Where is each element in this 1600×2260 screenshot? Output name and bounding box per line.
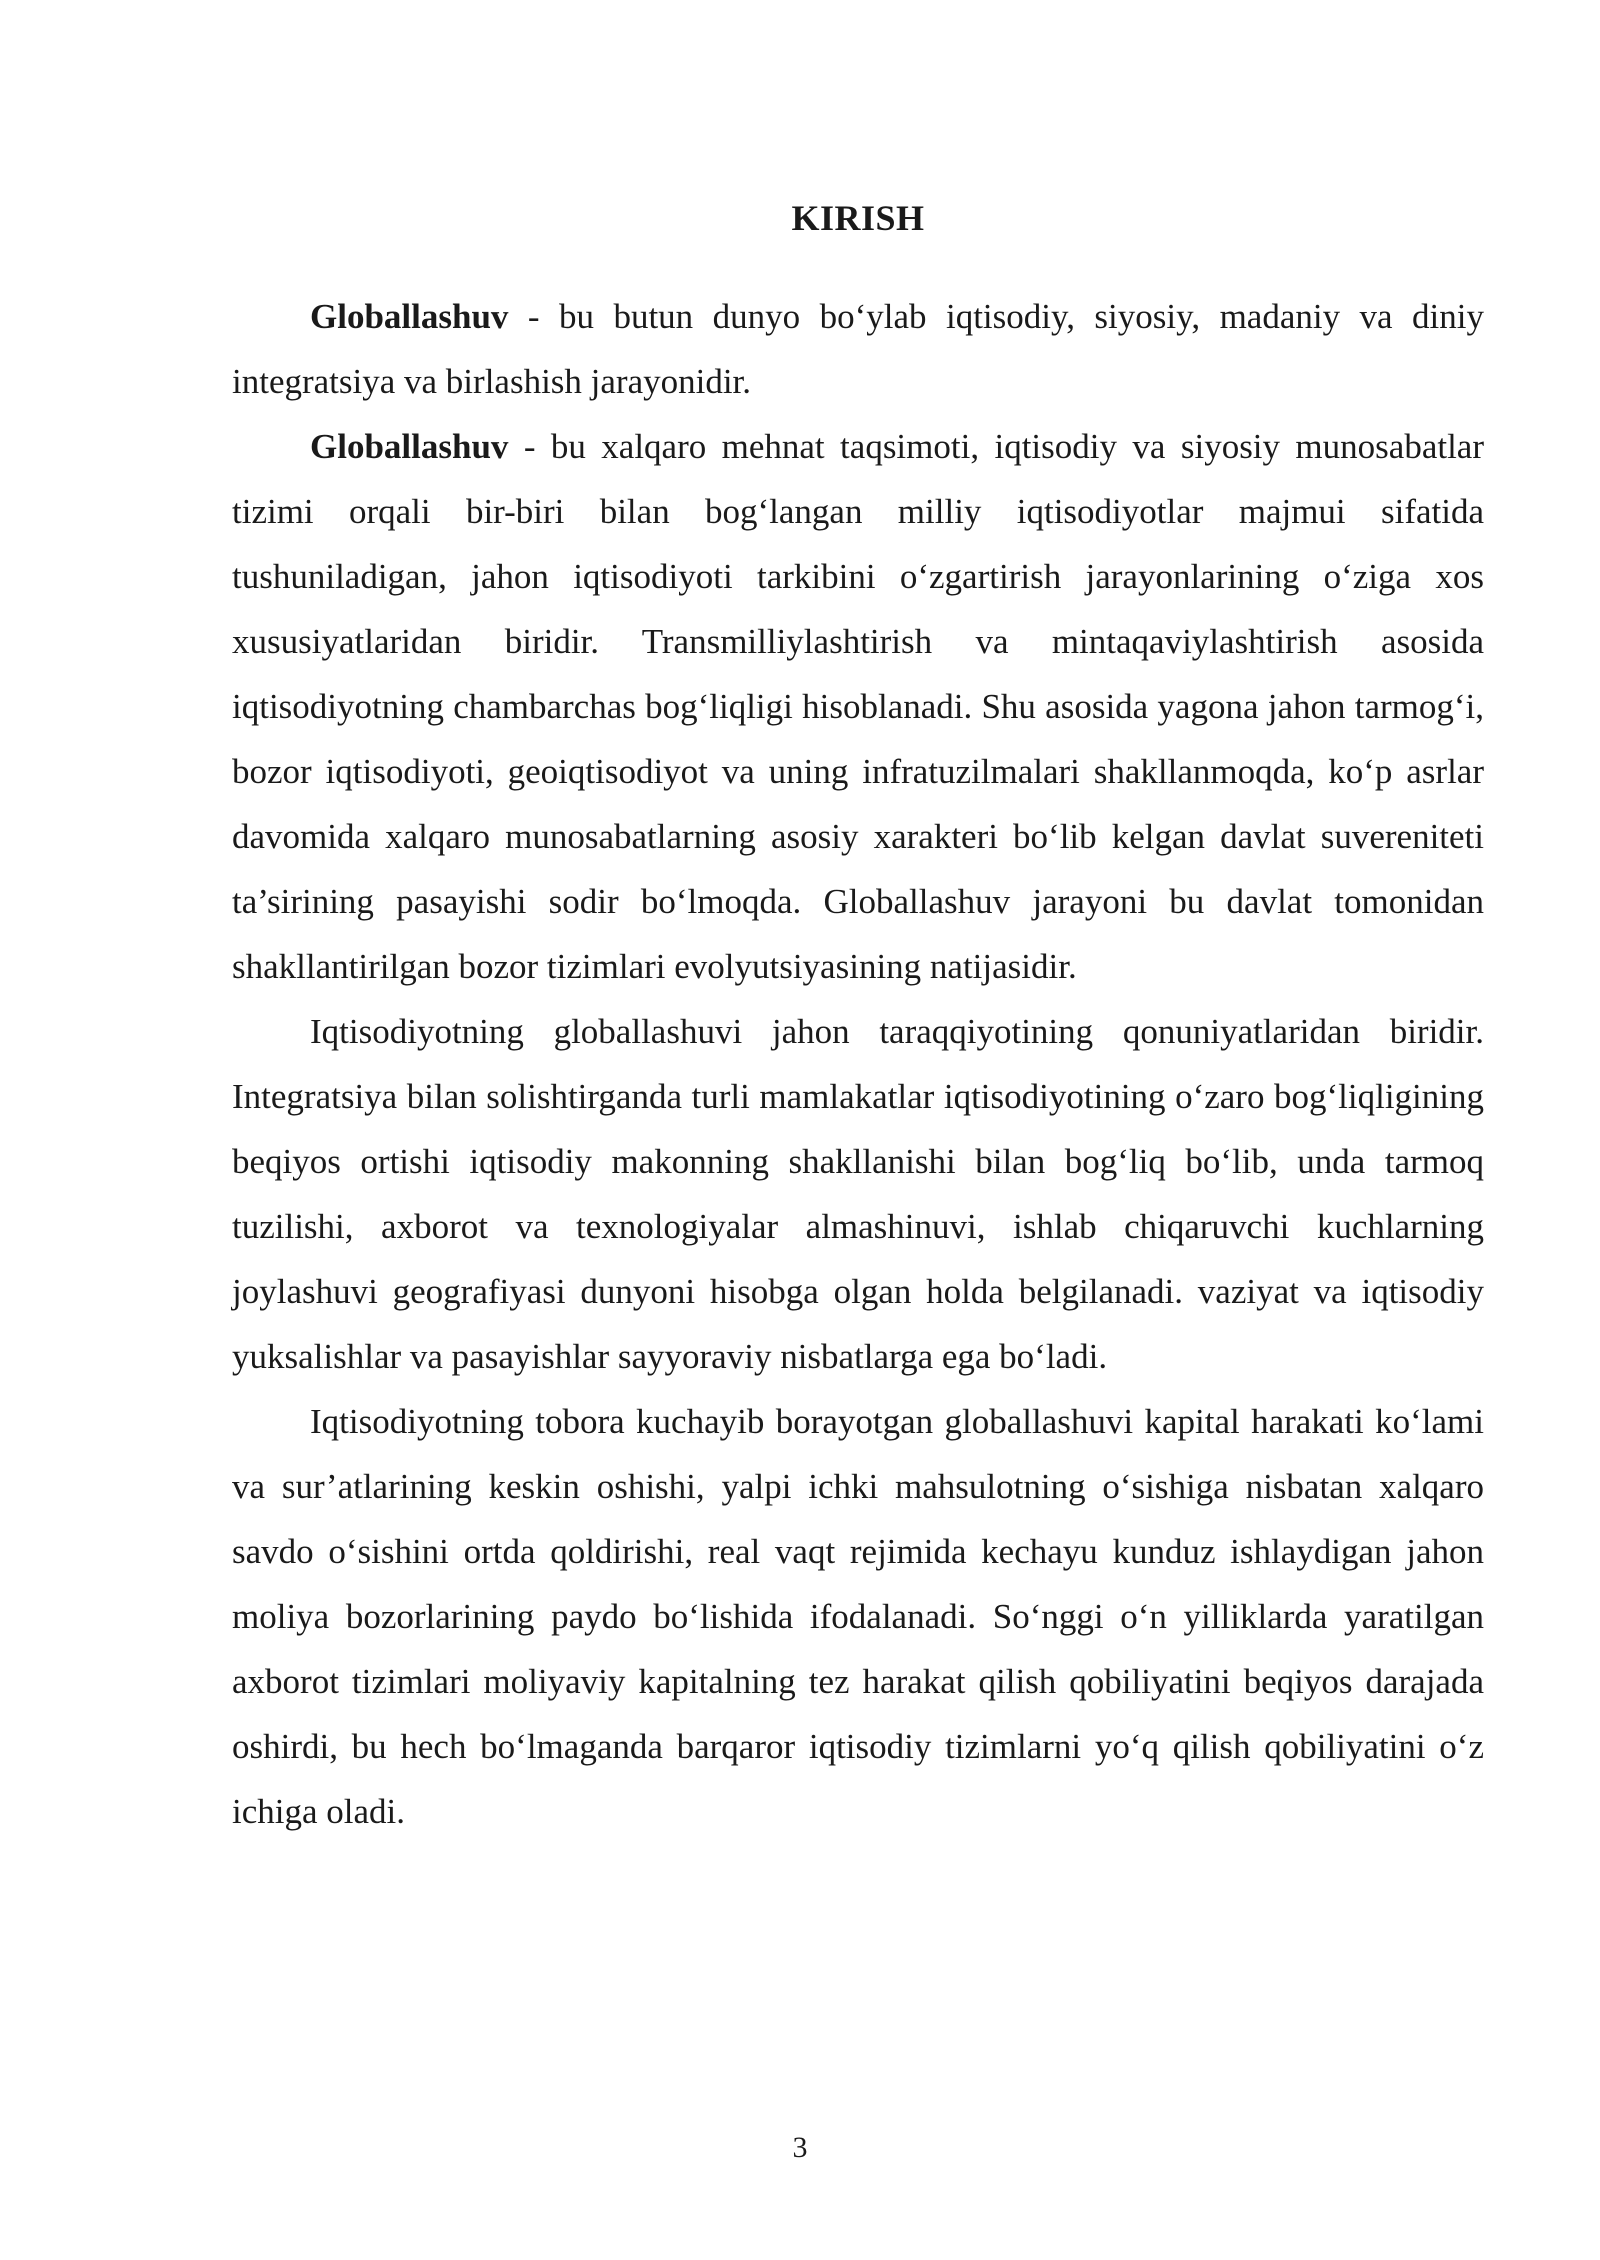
paragraph-2 (232, 414, 1484, 999)
paragraph-2-text: - bu xalqaro mehnat taqsimoti, iqtisodiy va siyosiy munosabatlar tizimi orqali bir-biri bilan bog‘langan milliy iqtisodiyotlar majmui sifatida tushuniladigan, jahon iqtisodiyoti tarkibini o‘zgartirish jarayonlarining o‘ziga xos xususiyatlaridan biridir. Transmilliylashtirish va mintaqaviylashtirish asosida iqtisodiyotning chambarchas bog‘liqligi hisoblanadi. Shu asosida yagona jahon tarmog‘i, bozor iqtisodiyoti, geoiqtisodiyot va uning infratuzilmalari shakllanmoqda, ko‘p asrlar davomida xalqaro munosabatlarning asosiy xarakteri bo‘lib kelgan davlat suvereniteti ta’sirining pasayishi sodir bo‘lmoqda. Globallashuv jarayoni bu davlat tomonidan shakllantirilgan bozor tizimlari evolyutsiyasining natijasidir. (232, 427, 1484, 986)
page-number: 3 (792, 2131, 808, 2164)
paragraph-4-text: Iqtisodiyotning tobora kuchayib borayotgan globallashuvi kapital harakati ko‘lami va sur’atlarining keskin oshishi, yalpi ichki mahsulotning o‘sishiga nisbatan xalqaro savdo o‘sishini ortda qoldirishi, real vaqt rejimida kechayu kunduz ishlaydigan jahon moliya bozorlarining paydo bo‘lishida ifodalanadi. So‘nggi o‘n yilliklarda yaratilgan axborot tizimlari moliyaviy kapitalning tez harakat qilish qobiliyatini beqiyos darajada oshirdi, bu hech bo‘lmaganda barqaror iqtisodiy tizimlarni yo‘q qilish qobiliyatini o‘z ichiga oladi. (232, 1402, 1484, 1831)
paragraph-1-text: - bu butun dunyo bo‘ylab iqtisodiy, siyosiy, madaniy va diniy integratsiya va birlashish jarayonidir. (232, 297, 1484, 401)
paragraph-3-text: Iqtisodiyotning globallashuvi jahon taraqqiyotining qonuniyatlaridan biridir. Integratsiya bilan solishtirganda turli mamlakatlar iqtisodiyotining o‘zaro bog‘liqligining beqiyos ortishi iqtisodiy makonning shakllanishi bilan bog‘liq bo‘lib, unda tarmoq tuzilishi, axborot va texnologiyalar almashinuvi, ishlab chiqaruvchi kuchlarning joylashuvi geografiyasi dunyoni hisobga olgan holda belgilanadi. vaziyat va iqtisodiy yuksalishlar va pasayishlar sayyoraviy nisbatlarga ega bo‘ladi. (232, 1012, 1484, 1376)
section-heading: KIRISH (791, 198, 925, 238)
paragraph-4 (232, 1389, 1484, 1844)
paragraph-1 (232, 284, 1484, 414)
page-content (232, 188, 1484, 1844)
paragraph-1-term: Globallashuv (310, 297, 509, 336)
paragraph-2-term: Globallashuv (310, 427, 509, 466)
paragraph-3 (232, 999, 1484, 1389)
